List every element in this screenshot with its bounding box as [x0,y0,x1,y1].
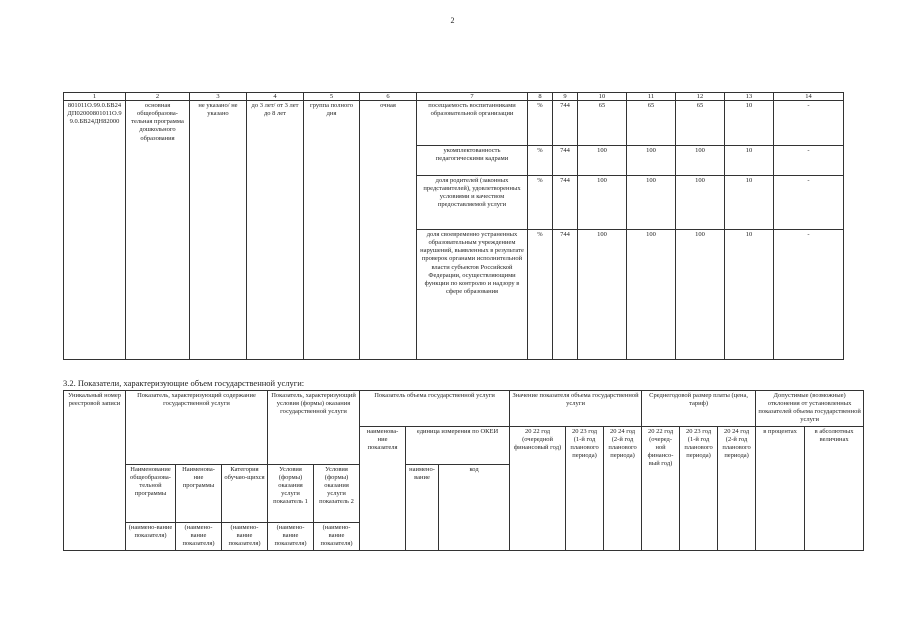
price-year2: 20 23 год (1-й год планового периода) [680,426,718,550]
age-cell: до 3 лет/ от 3 лет до 8 лет [247,101,304,360]
col-number: 13 [725,93,774,101]
section-title: 3.2. Показатели, характеризующие объем государственной услуги: [63,378,305,388]
param-label: (наимено-вание показателя) [222,522,268,550]
value-y3: 65 [676,101,725,146]
deviation-absolute: в абсолютных величинах [805,426,864,550]
col-number: 3 [190,93,247,101]
param-label: (наимено-вание показателя) [176,522,222,550]
cell-c3: не указано/ не указано [190,101,247,360]
volume-header: Показатель объема государственной услуги [360,391,510,427]
unit-code-header: код [439,464,510,550]
content-header: Показатель, характеризующий содержание государственной услуги [126,391,268,465]
unit-name-header: наимено-вание [406,464,439,550]
value-y1: 100 [578,146,627,176]
value-y1: 100 [578,230,627,360]
deviation-abs: - [774,176,844,230]
price-year3: 20 24 год (2-й год планового периода) [718,426,756,550]
okei-code: 744 [553,146,578,176]
category-header: Категория обучаю-щихся [222,464,268,522]
value-y1: 65 [578,101,627,146]
value-y3: 100 [676,176,725,230]
col-number: 4 [247,93,304,101]
indicator-name: укомплектованность педагогическими кадрами [417,146,528,176]
okei-code: 744 [553,101,578,146]
unit: % [528,101,553,146]
price-year1: 20 22 год (очеред-ной финансо-вый год) [642,426,680,550]
unit: % [528,176,553,230]
value-year1: 20 22 год (очередной финансовый год) [510,426,566,550]
table-row [64,101,844,146]
quality-indicators-table [63,92,844,360]
col-number: 12 [676,93,725,101]
param-label: (наимено-вание показателя) [126,522,176,550]
program-name-header: Наименование общеобразова-тельной программы [126,464,176,522]
value-y3: 100 [676,230,725,360]
deviation-pct: 10 [725,146,774,176]
deviation-pct: 10 [725,176,774,230]
conditions-header: Показатель, характеризующий условия (формы) оказания государственной услуги [268,391,360,465]
unit: % [528,146,553,176]
value-y2: 100 [627,230,676,360]
price-header: Среднегодовой размер платы (цена, тариф) [642,391,756,427]
deviation-percent: в процентах [756,426,805,550]
col-number: 6 [360,93,417,101]
indicator-name: доля родителей (законных представителей), удовлетворенных условиями и качеством предоставляемой услуги [417,176,528,230]
value-year3: 20 24 год (2-й год планового периода) [604,426,642,550]
deviation-pct: 10 [725,101,774,146]
unique-number-header: Уникальный номер реестровой записи [64,391,126,551]
value-y1: 100 [578,176,627,230]
param-label: (наимено-вание показателя) [314,522,360,550]
okei-code: 744 [553,230,578,360]
indicator-name: посещаемость воспитанниками образовательной организации [417,101,528,146]
col-number: 14 [774,93,844,101]
volume-indicators-table [63,390,864,551]
col-number: 9 [553,93,578,101]
value-header: Значение показателя объема государственной услуги [510,391,642,427]
indicator-name-header: наименова-ние показателя [360,426,406,550]
value-y2: 65 [627,101,676,146]
deviation-abs: - [774,146,844,176]
param-label: (наимено-вание показателя) [268,522,314,550]
col-number: 10 [578,93,627,101]
deviation-abs: - [774,101,844,146]
header-row [64,391,864,427]
condition1-header: Условия (формы) оказания услуги показатель 1 [268,464,314,522]
unit-header: единица измерения по ОКЕИ [406,426,510,464]
col-number: 2 [126,93,190,101]
col-number: 8 [528,93,553,101]
value-y3: 100 [676,146,725,176]
okei-code: 744 [553,176,578,230]
deviation-abs: - [774,230,844,360]
unit: % [528,230,553,360]
col-number: 11 [627,93,676,101]
value-year2: 20 23 год (1-й год планового периода) [566,426,604,550]
programs-header: Наименова-ние программы [176,464,222,522]
col-number: 1 [64,93,126,101]
page-number: 2 [450,16,455,25]
column-number-row [64,93,844,101]
col-number: 7 [417,93,528,101]
deviation-header: Допустимые (возможные) отклонения от установленных показателей объема государственной услуги [756,391,864,427]
form-cell: очная [360,101,417,360]
indicator-name: доля своевременно устраненных образовательным учреждением нарушений, выявленных в результате проверок органами исполнительной власти субъектов Российской Федерации, осуществляющими функции по контролю и надзору в сфере образования [417,230,528,360]
program-cell: основная общеобразова-тельная программа дошкольного образования [126,101,190,360]
group-cell: группа полного дня [304,101,360,360]
unique-number-cell: 801011О.99.0.БВ24ДП02000801011О.99.0.БВ24ДН82000 [64,101,126,360]
col-number: 5 [304,93,360,101]
condition2-header: Условия (формы) оказания услуги показатель 2 [314,464,360,522]
deviation-pct: 10 [725,230,774,360]
value-y2: 100 [627,146,676,176]
value-y2: 100 [627,176,676,230]
